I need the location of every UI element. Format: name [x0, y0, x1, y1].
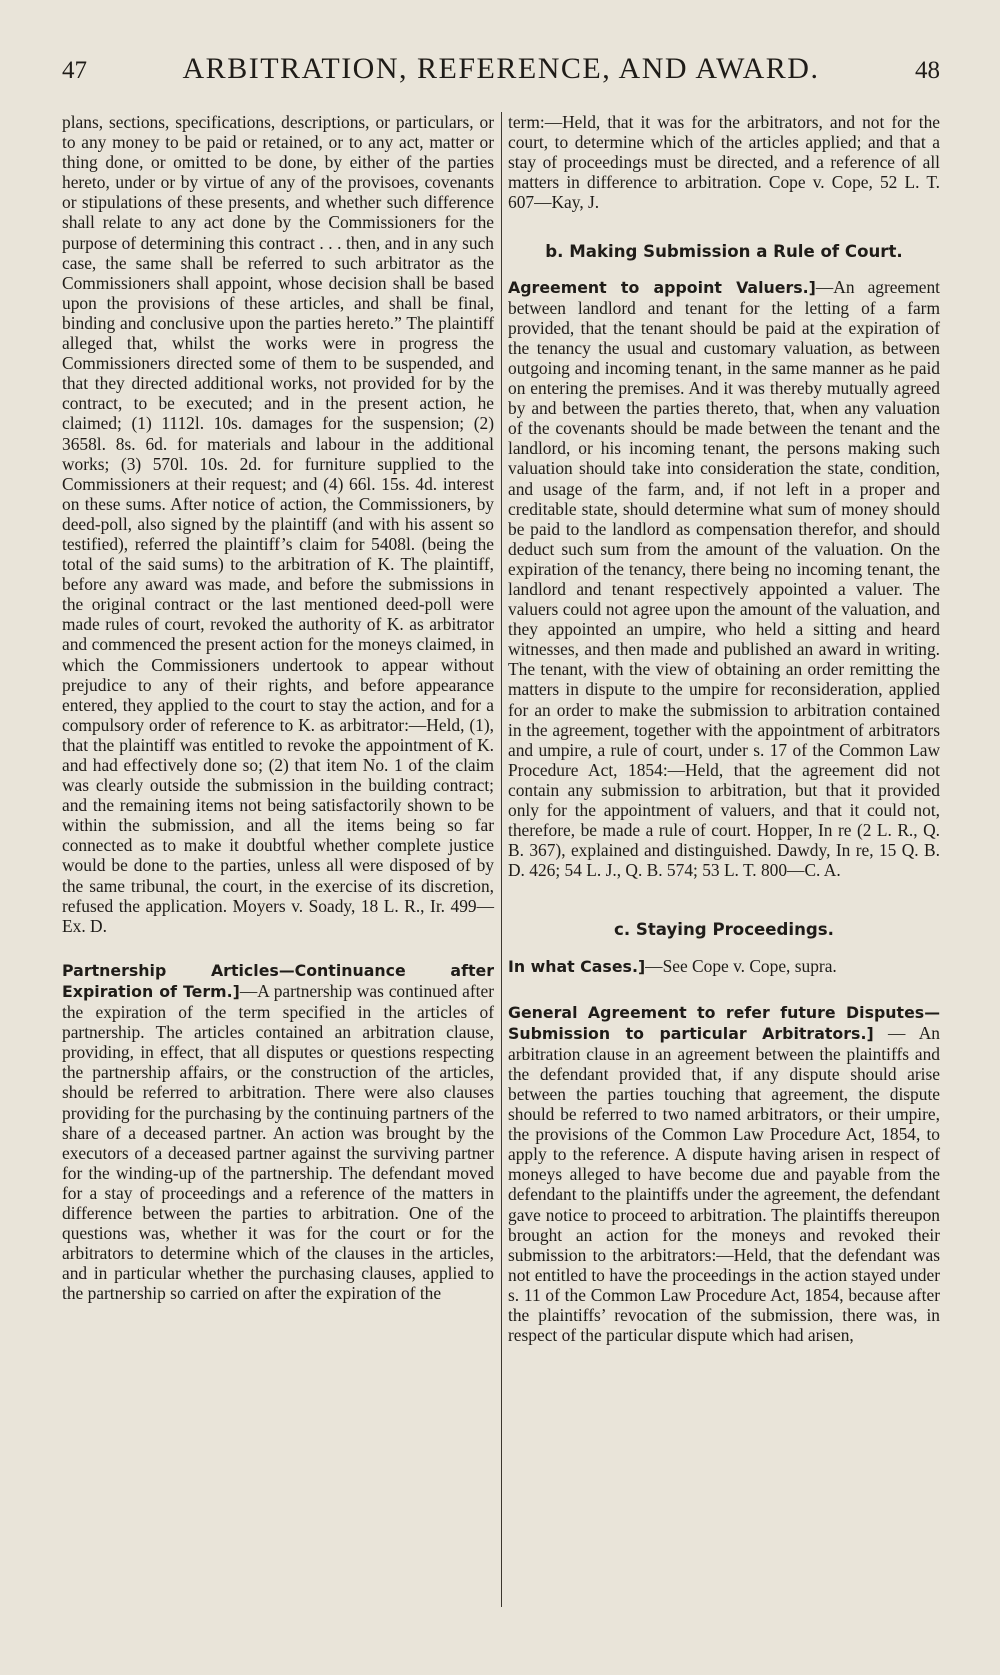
left-page-number: 47 — [62, 57, 87, 84]
paragraph — [508, 956, 940, 977]
section-heading: b. Making Submission a Rule of Court. — [545, 242, 903, 262]
paragraph-heading: In what Cases.] — [508, 957, 646, 977]
column-divider — [501, 112, 502, 1607]
section-heading: c. Staying Proceedings. — [614, 920, 834, 940]
paragraph-body: — An arbitration clause in an agreement between the plaintiffs and the defendant provided that, if any dispute should arise between the parties touching that agreement, the dispute should be referred to two named arbitrators, or their umpire, the provisions of the Common Law Procedure Act, 1854, to apply to the reference. A dispute having arisen in respect of moneys alleged to have become due and payable from the defendant to the plaintiffs under the agreement, the defendant gave notice to proceed to arbitration. The plaintiffs thereupon brought an action for the moneys and revoked their submission to the arbitrators:—Held, that the defendant was not entitled to have the proceedings in the action stayed under s. 11 of the Common Law Procedure Act, 1854, because after the plaintiffs’ revocation of the submission, there was, in respect of the particular dispute which had arisen, — [508, 1022, 940, 1346]
paragraph — [508, 1002, 940, 1346]
paragraph-heading: Agreement to appoint Valuers.] — [508, 277, 816, 297]
paragraph: term:—Held, that it was for the arbitrators, and not for the court, to determine which of the articles applied; and that a stay of proceedings must be directed, and a reference of all matters in difference to arbitration. Cope v. Cope, 52 L. T. 607—Kay, J. — [508, 112, 940, 213]
running-header — [62, 52, 940, 94]
right-column — [508, 112, 940, 1345]
paragraph: plans, sections, specifications, descriptions, or particulars, or to any money to be paid or retained, or to any act, matter or thing done, or omitted to be done, by either of the parties hereto, under or by virtue of any of the provisoes, covenants or stipulations of these presents, and whether such difference shall relate to any act done by the Commissioners for the purpose of determining this contract . . . then, and in any such case, the same shall be referred to such arbitrator as the Commissioners shall appoint, whose decision shall be based upon the provisions of these articles, and shall be final, binding and conclusive upon the parties hereto.” The plaintiff alleged that, whilst the works were in progress the Commissioners directed some of them to be suspended, and that they directed additional works, not provided for by the contract, to be executed; and in the present action, he claimed; (1) 1112l. 10s. damages for the suspension; (2) 3658l. 8s. 6d. for materials and labour in the additional works; (3) 570l. 10s. 2d. for furniture supplied to the Commissioners at their request; and (4) 66l. 15s. 4d. interest on these sums. After notice of action, the Commissioners, by deed-poll, also signed by the plaintiff (and with his assent so testified), referred the plaintiff’s claim for 5408l. (being the total of the said sums) to the arbitration of K. The plaintiff, before any award was made, and before the submissions in the original contract or the last mentioned deed-poll were made rules of court, revoked the authority of K. as arbitrator and commenced the present action for the moneys claimed, in which the Commissioners undertook to appear without prejudice to any of their rights, and before appearance entered, they applied to the court to stay the action, and for a compulsory order of reference to K. as arbitrator:—Held, (1), that the plaintiff was entitled to revoke the appointment of K. and had effectively done so; (2) that item No. 1 of the claim was clearly outside the submission in the building contract; and the remaining items not being satisfactorily shown to be within the submission, and all the items being so far connected as to make it doubtful whether complete justice would be done to the parties, unless all were disposed of by the same tribunal, the court, in the exercise of its discretion, refused the application. Moyers v. Soady, 18 L. R., Ir. 499—Ex. D. — [62, 112, 494, 936]
paragraph-body: —See Cope v. Cope, supra. — [645, 956, 837, 977]
paragraph-heading: Partnership Articles—Continuance after Expiration of Term.] — [62, 960, 494, 1001]
paragraph — [508, 277, 940, 881]
paragraph-body: —An agreement between landlord and tenant for the letting of a farm provided, that the tenant should be paid at the expiration of the tenancy the usual and customary valuation, as between outgoing and incoming tenant, in the same manner as he paid on entering the premises. And it was thereby mutually agreed by and between the parties thereto, that, when any valuation of the covenants should be made between the tenant and the landlord, or his incoming tenant, the persons making such valuation should take into consideration the state, condition, and usage of the farm, and, if not left in a proper and creditable state, should determine what sum of money should be paid to the landlord as compensation therefor, and should deduct such sum from the amount of the valuation. On the expiration of the tenancy, there being no incoming tenant, the landlord and tenant respectively appointed a valuer. The valuers could not agree upon the amount of the valuation, and they appointed an umpire, who held a sitting and heard witnesses, and then made and published an award in writing. The tenant, with the view of obtaining an order remitting the matters in dispute to the umpire for reconsideration, applied for an order to make the submission to arbitration contained in the agreement, together with the appointment of arbitrators and umpire, a rule of court, under s. 17 of the Common Law Procedure Act, 1854:—Held, that the agreement did not contain any submission to arbitration, but that it provided only for the appointment of valuers, and that it could not, therefore, be made a rule of court. Hopper, In re (2 L. R., Q. B. 367), explained and distinguished. Dawdy, In re, 15 Q. B. D. 426; 54 L. J., Q. B. 574; 53 L. T. 800—C. A. — [508, 276, 940, 881]
two-column-body — [62, 112, 940, 1345]
paragraph-heading: General Agreement to refer future Disputes—Submission to particular Arbitrators.] — [508, 1002, 940, 1043]
right-page-number: 48 — [914, 57, 940, 84]
left-column — [62, 112, 494, 1345]
paragraph — [62, 960, 494, 1304]
paragraph-body: —A partnership was continued after the expiration of the term specified in the articles of partnership. The articles contained an arbitration clause, providing, in effect, that all disputes or questions respecting the partnership affairs, or the construction of the articles, should be referred to arbitration. There were also clauses providing for the purchasing by the continuing partners of the share of a deceased partner. An action was brought by the executors of a deceased partner against the surviving partner for the winding-up of the partnership. The defendant moved for a stay of proceedings and a reference of the matters in difference between the parties to arbitration. One of the questions was, whether it was for the court or for the arbitrators to determine which of the clauses in the articles, and in particular whether the purchasing clauses, applied to the partnership so carried on after the expiration of the — [62, 980, 494, 1304]
running-title: ARBITRATION, REFERENCE, AND AWARD. — [182, 52, 820, 85]
